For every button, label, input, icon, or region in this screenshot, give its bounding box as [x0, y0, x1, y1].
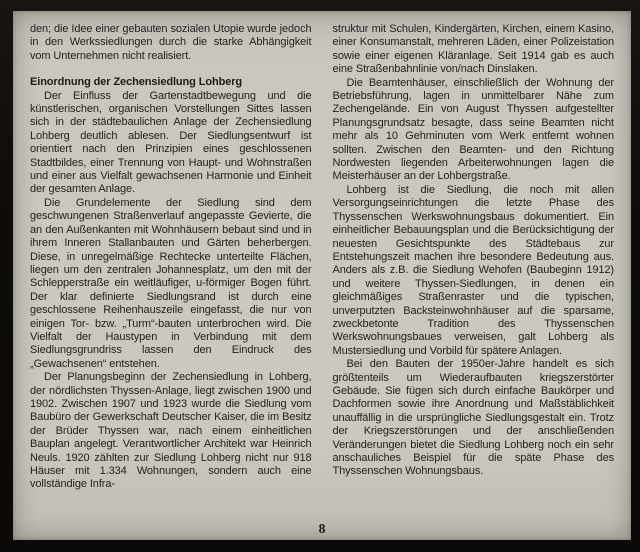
section-heading: Einordnung der Zechensiedlung Lohberg — [30, 76, 243, 89]
paragraph-continuation: struktur mit Schulen, Kindergärten, Kirchen, einem Kasino, einer Konsumanstalt, mehreren Läden, einer Polizeistation sowie einer eigenen Kläranlage. Seit 1914 gab es auch eine Straßenbahnlinie von/nach Dinslaken. — [332, 23, 614, 76]
paragraph-continuation: den; die Idee einer gebauten sozialen Utopie wurde jedoch in den Werkssiedlungen durch die starke Abhängigkeit vom Unternehmen nicht realisiert. — [30, 23, 312, 62]
paragraph: Bei den Bauten der 1950er-Jahre handelt es sich größtenteils um Wiederaufbauten kriegszerstörter Gebäude. Sie fügen sich durch einfache Baukörper und Dachformen sowie ihre Anordnung und Maßstäblichkeit unauffällig in die ursprüngliche Siedlungsgestalt ein. Trotz der Kriegszerstörungen und der anschließenden Veränderungen bietet die Siedlung Lohberg noch ein sehr anschauliches Beispiel für die späte Phase des Thyssenschen Wohnungsbaus. — [332, 358, 614, 478]
paragraph: Der Planungsbeginn der Zechensiedlung in Lohberg, der nördlichsten Thyssen-Anlage, liegt zwischen 1900 und 1902. Zwischen 1907 und 1923 wurde die Siedlung vom Baubüro der Gewerkschaft Deutscher Kaiser, die im Besitz der Brüder Thyssen war, nach einem einheitlichen Bauplan angelegt. Verantwortlicher Architekt war Heinrich Neuls. 1920 zählten zur Siedlung Lohberg nicht nur 918 Häuser mit 1.334 Wohnungen, sondern auch eine vollständige Infra- — [30, 371, 312, 491]
page — [13, 11, 631, 540]
paragraph: Der Einfluss der Gartenstadtbewegung und die künstlerischen, organischen Vorstellungen Sittes lassen sich in der städtebaulichen Anlage der Zechensiedlung Lohberg deutlich ablesen. Der Siedlungsentwurf ist orientiert nach den Prinzipien eines geschlossenen Stadtbildes, einer Trennung von Haupt- und Wohnstraßen und einer aus Vielfalt gewachsenen Harmonie und Einheit der gesamten Anlage. — [30, 89, 312, 196]
paragraph: Lohberg ist die Siedlung, die noch mit allen Versorgungseinrichtungen die letzte Phase des Thyssenschen Werkswohnungsbaus dokumentiert. Ein einheitlicher Bebauungsplan und die Berücksichtigung der neuesten Gesichtspunkte des Städtebaus zur Entstehungszeit machen ihre besondere Bedeutung aus. Anders als z.B. die Siedlung Wehofen (Baubeginn 1912) und weitere Thyssen-Siedlungen, in denen ein gleichmäßiges Straßenraster und die typischen, unverputzten Backsteinwohnhäuser auf die sparsame, zweckbetonte Tradition des Thyssenschen Werkswohnungsbaues verweisen, galt Lohberg als Mustersiedlung und Vorbild für spätere Anlagen. — [332, 183, 614, 357]
left-column — [30, 23, 312, 516]
paragraph: Die Grundelemente der Siedlung sind dem geschwungenen Straßenverlauf angepasste Gevierte, die an den Außenkanten mit Wohnhäusern bebaut sind und in ihrem Inneren Stallanbauten und Gärten beherbergen. Diese, in unregelmäßige Rechtecke unterteilte Flächen, liegen um den zentralen Johannesplatz, um den mit der Schlepperstraße ein weitläufiger, u-förmiger Bogen führt. Der klar definierte Siedlungsrand ist durch eine geschlossene Reihenhauszeile eingefasst, die nur von einigen Tor- bzw. „Turm“-bauten unterbrochen wird. Die Vielfalt der Haustypen in Verbindung mit dem Siedlungsgrundriss lassen den Eindruck des „Gewachsenen“ entstehen. — [30, 196, 312, 370]
right-column — [333, 23, 615, 516]
page-number: 8 — [318, 521, 326, 536]
paragraph: Die Beamtenhäuser, einschließlich der Wohnung der Betriebsführung, lagen in unmittelbarer Nähe zum Zechengelände. Ein von August Thyssen aufgestellter Planungsgrundsatz besagte, dass seine Beamten nicht mehr als 10 Gehminuten vom Werk entfernt wohnen sollten. Zwischen den Beamten- und den Richtung Nordwesten liegenden Arbeiterwohnungen lagen die Meisterhäuser an der Lohbergstraße. — [332, 76, 614, 183]
text-columns — [30, 23, 614, 516]
